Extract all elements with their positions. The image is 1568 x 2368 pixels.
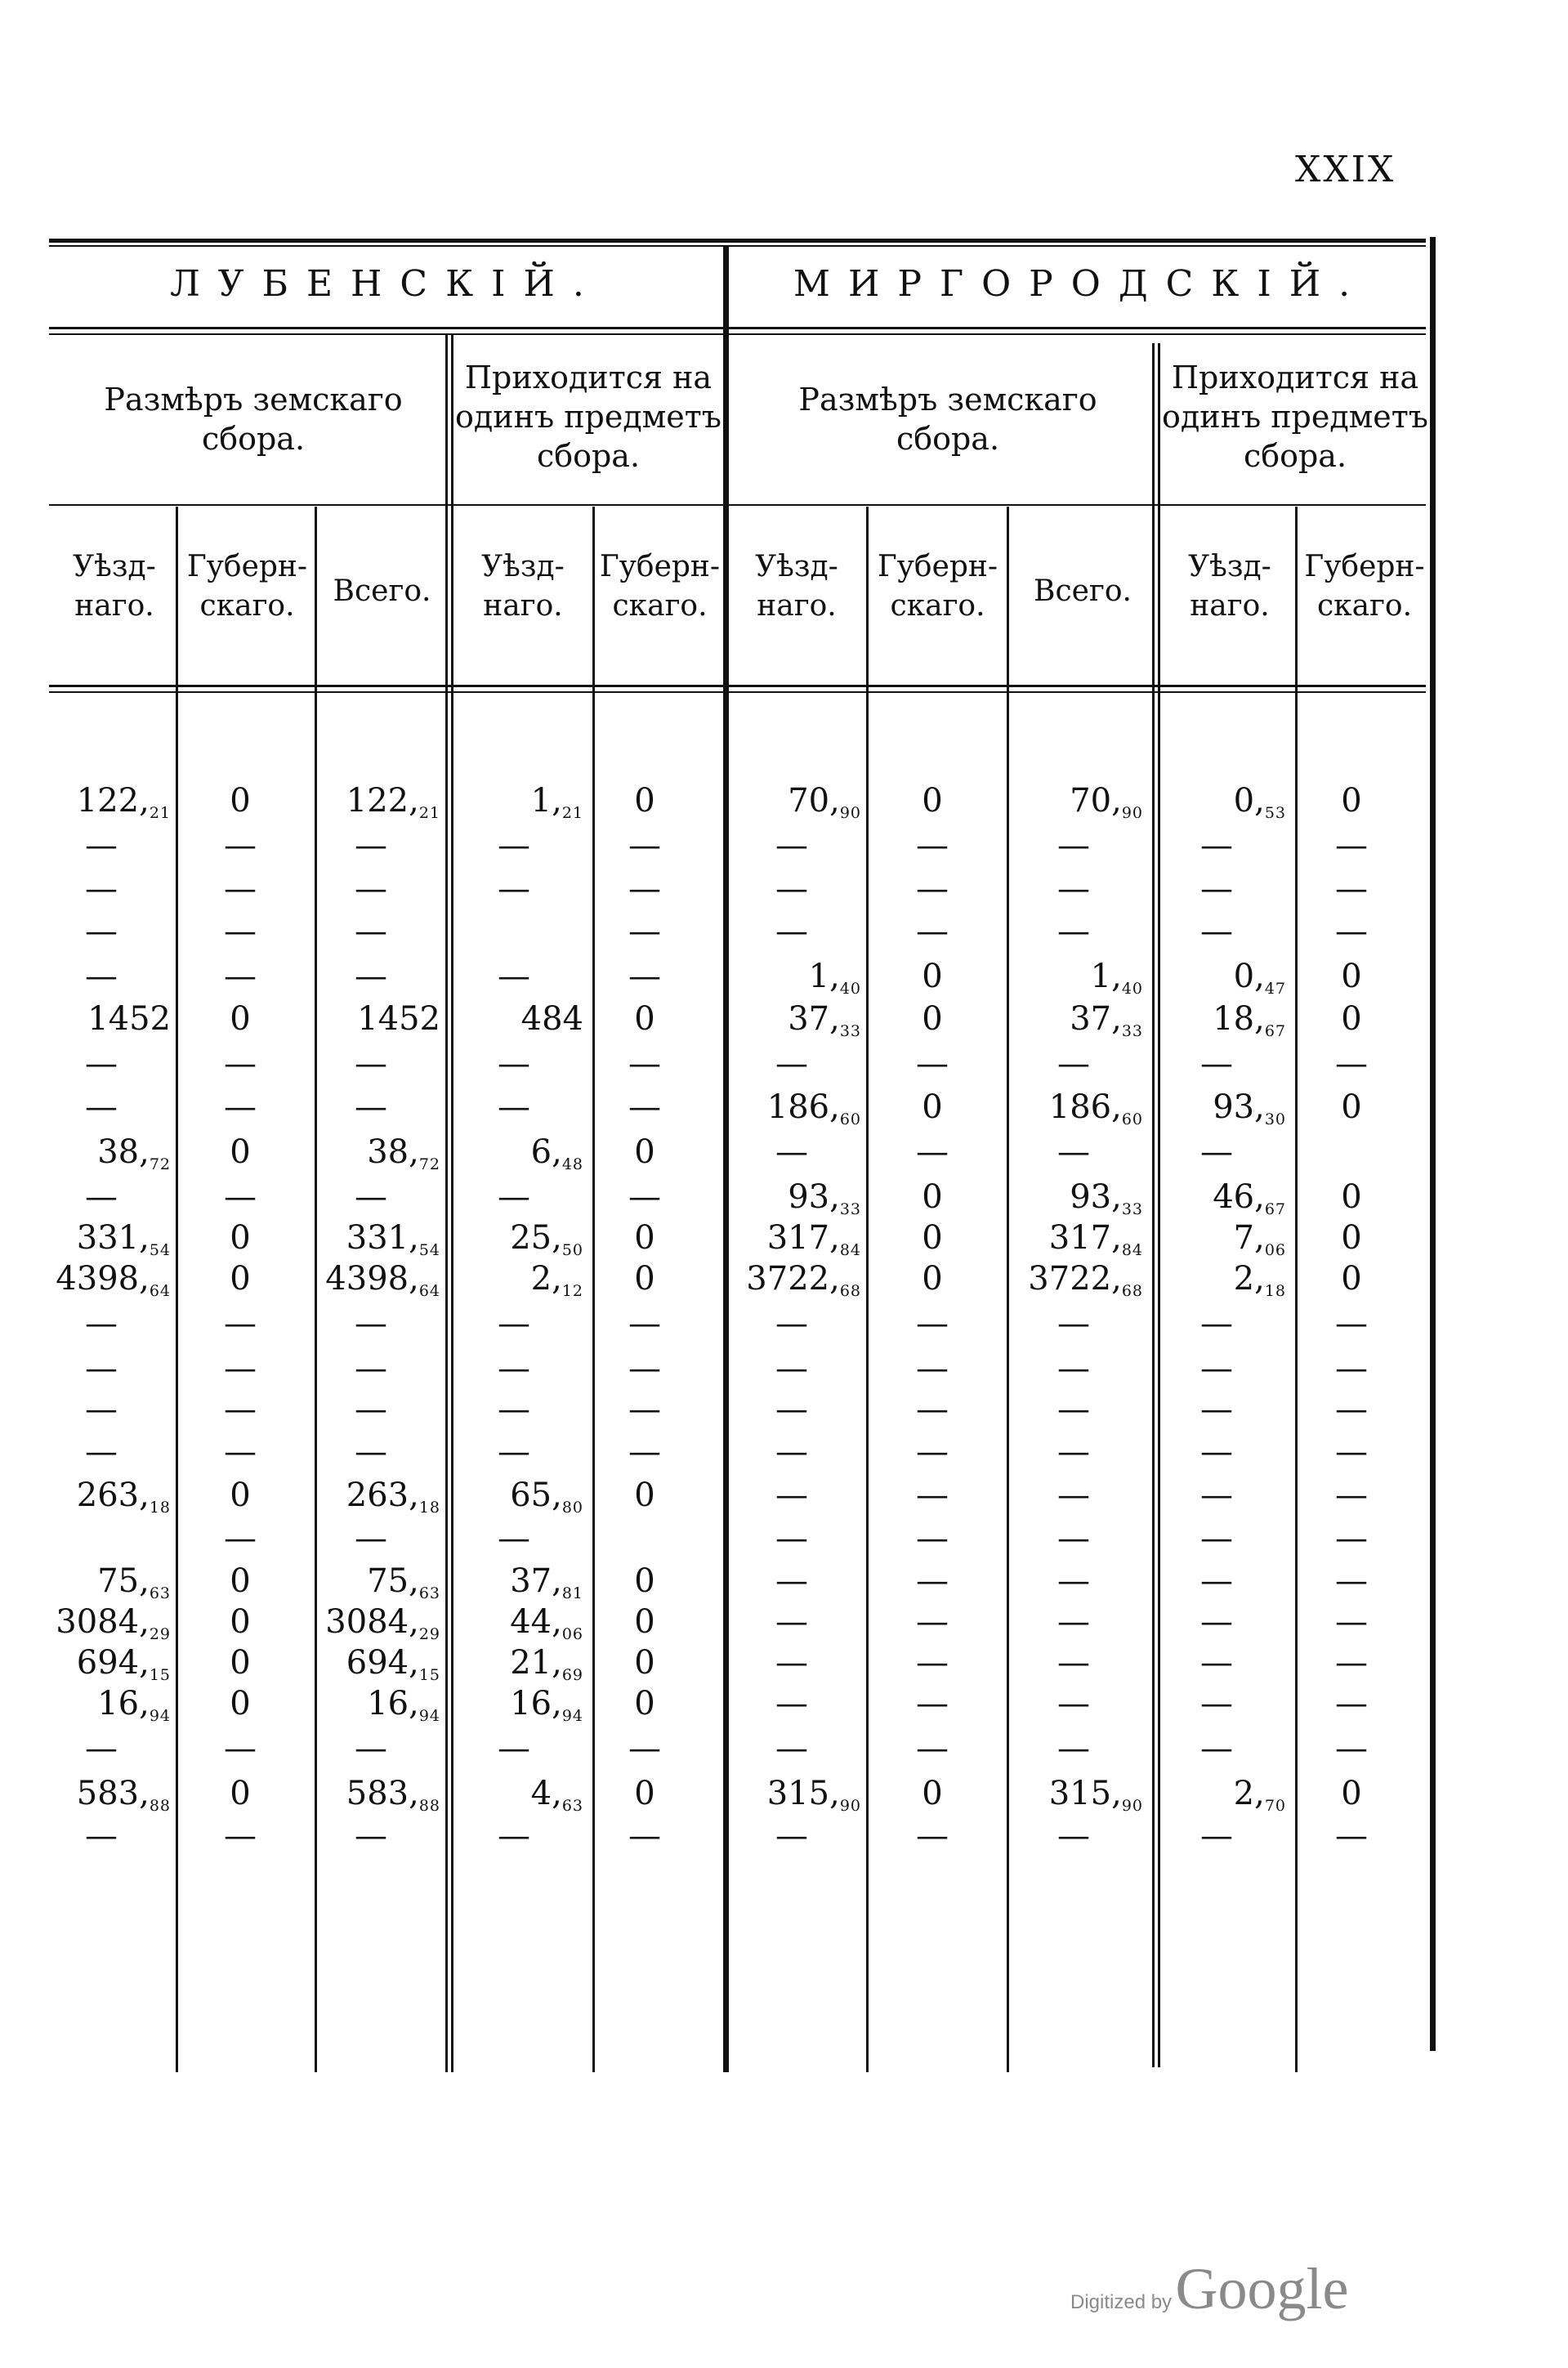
table-cell: — <box>498 1088 530 1126</box>
table-cell: $4,_{63}$ <box>530 1775 583 1815</box>
table-cell: — <box>355 1391 387 1428</box>
table-cell: — <box>1057 1603 1090 1641</box>
table-cell: — <box>916 1305 949 1343</box>
table-cell: — <box>628 1045 661 1083</box>
table-cell: $1,_{40}$ <box>1090 958 1143 998</box>
table-cell: 0 <box>1341 1178 1362 1216</box>
table-cell: — <box>1200 1433 1233 1471</box>
table-cell: — <box>775 870 808 908</box>
table-cell: — <box>224 1178 257 1216</box>
table-cell: — <box>498 1391 530 1428</box>
table-cell: — <box>628 1350 661 1387</box>
table-cell: — <box>1057 1045 1090 1083</box>
table-cell: — <box>916 1520 949 1557</box>
table-cell: $75,_{63}$ <box>97 1562 171 1602</box>
table-cell: — <box>355 870 387 908</box>
table-cell: $2,_{12}$ <box>530 1260 583 1300</box>
table-cell: — <box>1057 1685 1090 1722</box>
table-cell: — <box>1335 1433 1368 1471</box>
table-cell: 0 <box>634 1685 655 1722</box>
table-cell: $93,_{33}$ <box>788 1178 861 1218</box>
table-cell: $37,_{33}$ <box>1070 1000 1143 1040</box>
table-cell: — <box>1057 1350 1090 1387</box>
table-cell: — <box>1200 1350 1233 1387</box>
table-cell: 0 <box>230 1685 251 1722</box>
table-cell: 0 <box>634 1133 655 1171</box>
table-cell: $75,_{63}$ <box>367 1562 440 1602</box>
table-cell: 0 <box>634 1644 655 1682</box>
table-cell: 0 <box>922 1775 943 1812</box>
lub-col-total: Всего. <box>333 574 431 608</box>
table-cell: — <box>1200 1562 1233 1600</box>
table-cell: — <box>355 1305 387 1343</box>
table-cell: 0 <box>1341 782 1362 820</box>
table-cell: — <box>1335 1391 1368 1428</box>
table-cell: — <box>1335 1520 1368 1557</box>
top-rule-thin <box>49 245 1426 247</box>
table-cell: — <box>1057 1562 1090 1600</box>
table-cell: — <box>1335 1045 1368 1083</box>
table-cell: — <box>775 1477 808 1514</box>
table-cell: — <box>498 1305 530 1343</box>
table-cell: — <box>355 1350 387 1387</box>
watermark-brand: Google <box>1175 2256 1349 2321</box>
table-cell: 0 <box>230 1603 251 1641</box>
table-cell: $38,_{72}$ <box>367 1133 440 1173</box>
table-cell: $694,_{15}$ <box>76 1644 171 1684</box>
table-cell: — <box>1335 1817 1368 1855</box>
table-cell: $16,_{94}$ <box>367 1685 440 1725</box>
table-cell: $0,_{53}$ <box>1233 782 1286 822</box>
table-cell: — <box>1057 1477 1090 1514</box>
table-cell: — <box>916 1391 949 1428</box>
table-cell: — <box>1057 1730 1090 1767</box>
table-cell: — <box>916 1730 949 1767</box>
lub-col-per-uezd: Уѣзд-наго. <box>481 550 565 623</box>
table-cell: $70,_{90}$ <box>1070 782 1143 822</box>
table-cell: 0 <box>922 1178 943 1216</box>
table-cell: — <box>628 913 661 950</box>
table-cell: $317,_{84}$ <box>766 1219 861 1259</box>
table-cell: — <box>628 827 661 865</box>
table-cell: $44,_{06}$ <box>510 1603 583 1643</box>
table-cell: — <box>775 1045 808 1083</box>
table-cell: 0 <box>1341 958 1362 995</box>
table-cell: — <box>85 1391 118 1428</box>
table-cell: — <box>916 1603 949 1641</box>
table-cell: — <box>498 958 530 995</box>
lub-col-per-gub: Губерн-скаго. <box>599 550 721 623</box>
mir-col-gub: Губерн-скаго. <box>877 550 998 623</box>
table-cell: — <box>628 1817 661 1855</box>
table-cell: $331,_{54}$ <box>76 1219 171 1259</box>
table-cell: — <box>1200 1305 1233 1343</box>
table-cell: 0 <box>634 1260 655 1298</box>
table-cell: — <box>628 958 661 995</box>
table-cell: — <box>85 1350 118 1387</box>
table-cell: $1,_{40}$ <box>808 958 861 998</box>
table-cell: — <box>224 1391 257 1428</box>
table-cell: — <box>1335 913 1368 950</box>
table-cell: — <box>1200 1730 1233 1767</box>
table-cell: $317,_{84}$ <box>1048 1219 1143 1259</box>
top-rule <box>49 239 1426 243</box>
table-cell: $93,_{33}$ <box>1070 1178 1143 1218</box>
table-cell: 484 <box>520 1000 583 1038</box>
table-cell: — <box>355 913 387 950</box>
table-cell: — <box>775 1644 808 1682</box>
table-cell: $263,_{18}$ <box>346 1477 440 1517</box>
table-cell: $315,_{90}$ <box>1048 1775 1143 1815</box>
table-cell: — <box>1335 870 1368 908</box>
table-cell: — <box>224 913 257 950</box>
table-cell: — <box>916 1562 949 1600</box>
table-cell: — <box>1057 1817 1090 1855</box>
table-cell: — <box>85 1433 118 1471</box>
table-cell: 0 <box>634 1603 655 1641</box>
table-cell: — <box>1335 1477 1368 1514</box>
mir-col-per-uezd: Уѣзд-наго. <box>1188 550 1271 623</box>
table-cell: — <box>1335 827 1368 865</box>
table-cell: — <box>355 958 387 995</box>
table-cell: 0 <box>634 1562 655 1600</box>
table-cell: — <box>1200 1477 1233 1514</box>
table-cell: — <box>775 1433 808 1471</box>
watermark-lead: Digitized by <box>1070 2291 1173 2313</box>
table-cell: $186,_{60}$ <box>1048 1088 1143 1128</box>
table-cell: — <box>916 1817 949 1855</box>
table-cell: $38,_{72}$ <box>97 1133 171 1173</box>
table-cell: 0 <box>1341 1260 1362 1298</box>
mir-group-per: Приходится на одинъ предметъ сбора. <box>1162 360 1428 474</box>
table-cell: — <box>1200 1133 1233 1171</box>
table-cell: 0 <box>922 1260 943 1298</box>
header-rule <box>49 685 1426 687</box>
table-cell: — <box>85 913 118 950</box>
table-cell: — <box>1335 1644 1368 1682</box>
table-cell: — <box>916 870 949 908</box>
table-cell: $25,_{50}$ <box>510 1219 583 1259</box>
table-cell: $315,_{90}$ <box>766 1775 861 1815</box>
table-cell: $65,_{80}$ <box>510 1477 583 1517</box>
table-cell: — <box>775 1305 808 1343</box>
table-cell: $2,_{70}$ <box>1233 1775 1286 1815</box>
table-cell: — <box>498 1350 530 1387</box>
table-cell: — <box>224 1730 257 1767</box>
table-cell: — <box>224 827 257 865</box>
table-cell: 0 <box>922 1088 943 1126</box>
table-cell: — <box>224 1045 257 1083</box>
table-cell: — <box>775 1730 808 1767</box>
table-cell: — <box>1057 1133 1090 1171</box>
table-cell: $1,_{21}$ <box>530 782 583 822</box>
table-cell: $37,_{81}$ <box>510 1562 583 1602</box>
table-cell: — <box>628 1088 661 1126</box>
table-cell: $583,_{88}$ <box>76 1775 171 1815</box>
table-cell: — <box>224 1350 257 1387</box>
table-cell: — <box>775 1685 808 1722</box>
table-cell: — <box>775 827 808 865</box>
table-cell: — <box>1335 1305 1368 1343</box>
table-cell: — <box>775 913 808 950</box>
table-cell: — <box>355 1520 387 1557</box>
table-cell: $18,_{67}$ <box>1213 1000 1286 1040</box>
table-cell: — <box>498 827 530 865</box>
table-cell: 0 <box>922 1000 943 1038</box>
table-cell: — <box>1057 870 1090 908</box>
page-number: XXIX <box>1295 149 1396 190</box>
table-cell: — <box>498 1178 530 1216</box>
lub-group-size: Размѣръ земскаго сбора. <box>104 382 403 457</box>
table-cell: 0 <box>634 1775 655 1812</box>
table-cell: — <box>916 913 949 950</box>
table-cell: 0 <box>1341 1088 1362 1126</box>
table-cell: — <box>916 1685 949 1722</box>
table-cell: $3084,_{29}$ <box>325 1603 440 1643</box>
table-cell: — <box>85 1178 118 1216</box>
table-cell: — <box>1200 827 1233 865</box>
table-cell: — <box>498 1730 530 1767</box>
table-cell: — <box>628 1305 661 1343</box>
table-cell: $3084,_{29}$ <box>56 1603 171 1643</box>
table-cell: — <box>1057 1391 1090 1428</box>
table-cell: — <box>1335 1603 1368 1641</box>
table-cell: — <box>1200 1045 1233 1083</box>
table-cell: 0 <box>230 1000 251 1038</box>
table-cell: 0 <box>230 782 251 820</box>
table-cell: $4398,_{64}$ <box>325 1260 440 1300</box>
table-cell: — <box>916 827 949 865</box>
table-cell: — <box>775 1520 808 1557</box>
table-cell: — <box>224 1088 257 1126</box>
table-cell: — <box>355 1045 387 1083</box>
table-cell: $122,_{21}$ <box>76 782 171 822</box>
table-cell: $37,_{33}$ <box>788 1000 861 1040</box>
table-cell: — <box>498 870 530 908</box>
table-cell: — <box>498 1433 530 1471</box>
table-cell: — <box>355 1730 387 1767</box>
mir-group-size: Размѣръ земскаго сбора. <box>798 382 1097 457</box>
table-cell: — <box>628 1178 661 1216</box>
table-cell: $122,_{21}$ <box>346 782 440 822</box>
table-cell: $16,_{94}$ <box>97 1685 171 1725</box>
table-cell: — <box>224 1520 257 1557</box>
table-cell: $93,_{30}$ <box>1213 1088 1286 1128</box>
table-cell: — <box>1057 1644 1090 1682</box>
table-cell: 0 <box>230 1644 251 1682</box>
table-cell: 0 <box>230 1133 251 1171</box>
table-cell: — <box>355 1178 387 1216</box>
table-cell: $694,_{15}$ <box>346 1644 440 1684</box>
table-cell: — <box>775 1391 808 1428</box>
lub-group-per: Приходится на одинъ предметъ сбора. <box>455 360 721 474</box>
table-cell: — <box>916 1133 949 1171</box>
header-rule-2 <box>49 691 1426 693</box>
table-cell: 0 <box>1341 1775 1362 1812</box>
table-cell: — <box>916 1644 949 1682</box>
table-cell: — <box>355 1088 387 1126</box>
table-cell: 1452 <box>87 1000 171 1038</box>
table-cell: — <box>85 827 118 865</box>
table-cell: 0 <box>634 782 655 820</box>
table-cell: — <box>1200 1603 1233 1641</box>
table-cell: $16,_{94}$ <box>510 1685 583 1725</box>
table-cell: 0 <box>230 1260 251 1298</box>
district-rule-2 <box>49 333 1426 335</box>
district-rule <box>49 327 1426 329</box>
mir-col-total: Всего. <box>1034 574 1132 608</box>
table-cell: 1452 <box>357 1000 440 1038</box>
table-cell: — <box>1335 1562 1368 1600</box>
table-cell: $6,_{48}$ <box>530 1133 583 1173</box>
table-cell: — <box>1200 870 1233 908</box>
table-cell: $0,_{47}$ <box>1233 958 1286 998</box>
table-cell: — <box>498 1045 530 1083</box>
table-cell: — <box>355 827 387 865</box>
table-cell: — <box>916 1477 949 1514</box>
lub-col-uezd: Уѣзд-наго. <box>73 550 156 623</box>
table-cell: — <box>224 1433 257 1471</box>
table-cell: $186,_{60}$ <box>766 1088 861 1128</box>
table-cell: 0 <box>1341 1000 1362 1038</box>
table-cell: 0 <box>922 1219 943 1257</box>
table-cell: $2,_{18}$ <box>1233 1260 1286 1300</box>
table-cell: — <box>1335 1350 1368 1387</box>
table-cell: $46,_{67}$ <box>1213 1178 1286 1218</box>
table-cell: — <box>355 1817 387 1855</box>
table-cell: — <box>224 1817 257 1855</box>
table-cell: $21,_{69}$ <box>510 1644 583 1684</box>
table-cell: — <box>355 1433 387 1471</box>
table-cell: — <box>775 1817 808 1855</box>
table-cell: — <box>1057 1305 1090 1343</box>
group-rule <box>49 504 1426 506</box>
table-cell: — <box>1200 1391 1233 1428</box>
table-cell: — <box>498 1817 530 1855</box>
table-cell: $70,_{90}$ <box>788 782 861 822</box>
lub-col-gub: Губерн-скаго. <box>186 550 308 623</box>
table-cell: $3722,_{68}$ <box>1028 1260 1143 1300</box>
table-cell: 0 <box>634 1000 655 1038</box>
table-cell: — <box>1335 1730 1368 1767</box>
table-cell: 0 <box>922 782 943 820</box>
table-cell: — <box>916 1045 949 1083</box>
table-cell: 0 <box>1341 1219 1362 1257</box>
table-cell: — <box>1200 1520 1233 1557</box>
table-cell: $263,_{18}$ <box>76 1477 171 1517</box>
table-cell: — <box>1200 1817 1233 1855</box>
table-cell: 0 <box>230 1775 251 1812</box>
table-cell: — <box>85 1730 118 1767</box>
table-cell: — <box>1057 827 1090 865</box>
table-cell: — <box>85 1088 118 1126</box>
table-cell: — <box>85 870 118 908</box>
table-cell: $4398,_{64}$ <box>56 1260 171 1300</box>
table-cell: — <box>1335 1685 1368 1722</box>
table-cell: $331,_{54}$ <box>346 1219 440 1259</box>
table-cell: — <box>1057 1520 1090 1557</box>
table-cell: 0 <box>634 1219 655 1257</box>
table-cell: $7,_{06}$ <box>1233 1219 1286 1259</box>
table-cell: — <box>1200 1644 1233 1682</box>
table-cell: $3722,_{68}$ <box>746 1260 861 1300</box>
table-cell: 0 <box>230 1219 251 1257</box>
table-cell: — <box>224 1305 257 1343</box>
table-cell: — <box>628 1391 661 1428</box>
table-cell: — <box>85 958 118 995</box>
table-cell: — <box>775 1133 808 1171</box>
mir-col-uezd: Уѣзд-наго. <box>755 550 838 623</box>
table-cell: — <box>628 1730 661 1767</box>
table-cell: — <box>1200 1685 1233 1722</box>
table-cell: — <box>85 1305 118 1343</box>
table-cell: — <box>85 1045 118 1083</box>
table-cell: 0 <box>634 1477 655 1514</box>
table-cell: — <box>224 870 257 908</box>
table-cell: 0 <box>230 1562 251 1600</box>
district-title-lubny: ЛУБЕНСКІЙ. <box>170 263 602 305</box>
table-cell: — <box>916 1433 949 1471</box>
table-cell: — <box>1200 913 1233 950</box>
table-cell: 0 <box>230 1477 251 1514</box>
table-cell: — <box>498 1520 530 1557</box>
digitized-by-watermark <box>1070 2255 1348 2323</box>
table-cell: — <box>628 1433 661 1471</box>
table-cell: — <box>224 958 257 995</box>
right-border <box>1430 237 1436 2051</box>
table-cell: — <box>85 1817 118 1855</box>
table-cell: — <box>916 1350 949 1387</box>
table-cell: — <box>1057 1433 1090 1471</box>
district-title-myrhorod: МИРГОРОДСКІЙ. <box>793 263 1369 305</box>
table-cell: — <box>1057 913 1090 950</box>
table-cell: $583,_{88}$ <box>346 1775 440 1815</box>
table-cell: — <box>775 1350 808 1387</box>
table-cell: — <box>775 1562 808 1600</box>
mir-col-per-gub: Губерн-скаго. <box>1304 550 1425 623</box>
table-cell: — <box>775 1603 808 1641</box>
table-cell: — <box>628 870 661 908</box>
table-cell: 0 <box>922 958 943 995</box>
